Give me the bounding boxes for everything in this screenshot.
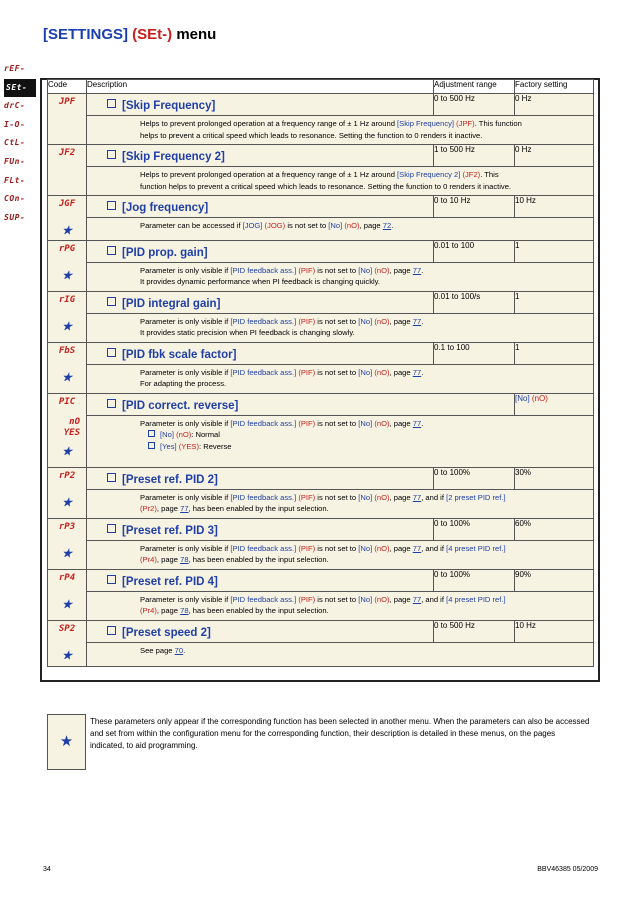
nav-item-sup[interactable]: SUP- — [4, 212, 26, 222]
star-icon: ★ — [62, 644, 72, 663]
param-name: [Skip Frequency] — [87, 94, 434, 116]
param-name: [Preset ref. PID 4] — [87, 569, 434, 591]
param-bullet-icon — [107, 150, 116, 159]
param-factory: 10 Hz — [515, 196, 594, 218]
param-name: [Preset speed 2] — [87, 620, 434, 642]
table-row-detail — [48, 540, 594, 569]
nav-item-io[interactable]: I-O- — [4, 119, 26, 129]
param-code: FbS ★ — [48, 342, 87, 393]
param-code: rP3 ★ — [48, 518, 87, 569]
star-icon: ★ — [62, 542, 72, 561]
param-bullet-icon — [107, 297, 116, 306]
table-row — [48, 291, 594, 313]
table-row-detail — [48, 262, 594, 291]
table-row — [48, 467, 594, 489]
star-icon: ★ — [62, 220, 72, 238]
table-row-detail — [48, 489, 594, 518]
header-code: Code — [48, 80, 87, 94]
checkbox-icon — [148, 430, 155, 437]
param-description: Parameter is only visible if [PID feedback ass.] (PIF) is not set to [No] (nO), page 77, and if [4 preset PID ref.] (Pr4), page 78, has been enabled by the input selection. — [87, 540, 594, 569]
table-row — [48, 240, 594, 262]
table-row-detail — [48, 364, 594, 393]
page-title: [SETTINGS] (SEt-) menu — [43, 26, 217, 43]
table-row — [48, 342, 594, 364]
checkbox-icon — [148, 442, 155, 449]
table-row-detail — [48, 218, 594, 241]
param-code: JPF — [48, 94, 87, 145]
table-row — [48, 196, 594, 218]
param-factory: 1 — [515, 291, 594, 313]
star-icon: ★ — [47, 714, 86, 770]
param-factory: 30% — [515, 467, 594, 489]
param-range: 0 to 10 Hz — [434, 196, 515, 218]
param-range: 0.01 to 100/s — [434, 291, 515, 313]
table-row — [48, 94, 594, 116]
param-bullet-icon — [107, 626, 116, 635]
star-icon: ★ — [62, 264, 72, 283]
param-code: rP4 ★ — [48, 569, 87, 620]
param-factory: 1 — [515, 342, 594, 364]
table-row — [48, 569, 594, 591]
param-description: Parameter can be accessed if [JOG] (JOG) is not set to [No] (nO), page 72. — [87, 218, 594, 241]
param-description: Parameter is only visible if [PID feedback ass.] (PIF) is not set to [No] (nO), page 77. It provides static precision when PI feedback is changing slowly. — [87, 313, 594, 342]
table-row-detail — [48, 642, 594, 667]
nav-item-set[interactable]: SEt- — [4, 79, 36, 98]
param-name: [PID correct. reverse] — [87, 393, 515, 415]
table-row-detail — [48, 415, 594, 467]
nav-item-ref[interactable]: rEF- — [4, 64, 26, 73]
param-name: [Preset ref. PID 3] — [87, 518, 434, 540]
param-bullet-icon — [107, 473, 116, 482]
param-factory: 90% — [515, 569, 594, 591]
table-row — [48, 393, 594, 415]
table-row-detail — [48, 591, 594, 620]
param-range: 1 to 500 Hz — [434, 145, 515, 167]
param-bullet-icon — [107, 201, 116, 210]
star-icon: ★ — [62, 593, 72, 612]
param-range: 0 to 100% — [434, 467, 515, 489]
nav-item-flt[interactable]: FLt- — [4, 175, 26, 185]
param-bullet-icon — [107, 246, 116, 255]
table-header-row — [48, 80, 594, 94]
table-row-detail — [48, 167, 594, 196]
param-code: PIC nO YES ★ — [48, 393, 87, 467]
param-code: JGF ★ — [48, 196, 87, 241]
star-icon: ★ — [62, 366, 72, 385]
header-factory: Factory setting — [515, 80, 594, 94]
nav-item-con[interactable]: COn- — [4, 194, 26, 204]
option-yes: [Yes] (YES): Reverse — [140, 442, 232, 451]
param-name: [PID integral gain] — [87, 291, 434, 313]
param-factory: [No] (nO) — [515, 393, 594, 415]
param-factory: 0 Hz — [515, 145, 594, 167]
param-description: Parameter is only visible if [PID feedback ass.] (PIF) is not set to [No] (nO), page 77, and if [2 preset PID ref.] (Pr2), page 77, has been enabled by the input selection. — [87, 489, 594, 518]
star-icon: ★ — [62, 315, 72, 334]
page-number: 34 — [43, 866, 51, 873]
param-range: 0 to 500 Hz — [434, 620, 515, 642]
param-code: rIG ★ — [48, 291, 87, 342]
param-range: 0 to 500 Hz — [434, 94, 515, 116]
param-description: Parameter is only visible if [PID feedback ass.] (PIF) is not set to [No] (nO), page 77. [No] (nO): Normal [Yes] (YES): Reverse — [87, 415, 594, 467]
param-description: See page 70. — [87, 642, 594, 667]
param-description: Parameter is only visible if [PID feedback ass.] (PIF) is not set to [No] (nO), page 77. It provides dynamic performance when PI feedback is changing quickly. — [87, 262, 594, 291]
param-factory: 10 Hz — [515, 620, 594, 642]
table-row-detail — [48, 313, 594, 342]
param-range: 0 to 100% — [434, 518, 515, 540]
param-bullet-icon — [107, 348, 116, 357]
parameter-table — [47, 79, 594, 667]
legend — [47, 714, 593, 770]
param-factory: 60% — [515, 518, 594, 540]
param-factory: 0 Hz — [515, 94, 594, 116]
param-name: [PID prop. gain] — [87, 240, 434, 262]
option-no: [No] (nO): Normal — [140, 430, 220, 439]
menu-sidebar — [4, 60, 40, 227]
param-description: Helps to prevent prolonged operation at a frequency range of ± 1 Hz around [Skip Frequency 2] (JF2). This function helps to prevent a critical speed which leads to resonance. Setting the function to 0 renders it inactive. — [87, 167, 594, 196]
document-reference: BBV46385 05/2009 — [537, 866, 598, 873]
param-bullet-icon — [107, 575, 116, 584]
table-row — [48, 620, 594, 642]
param-name: [Jog frequency] — [87, 196, 434, 218]
param-range: 0.1 to 100 — [434, 342, 515, 364]
param-range: 0.01 to 100 — [434, 240, 515, 262]
param-description: Parameter is only visible if [PID feedback ass.] (PIF) is not set to [No] (nO), page 77. For adapting the process. — [87, 364, 594, 393]
star-icon: ★ — [62, 440, 72, 459]
header-description: Description — [87, 80, 434, 94]
nav-item-drc[interactable]: drC- — [4, 101, 26, 111]
param-factory: 1 — [515, 240, 594, 262]
param-name: [PID fbk scale factor] — [87, 342, 434, 364]
param-description: Helps to prevent prolonged operation at a frequency range of ± 1 Hz around [Skip Frequency] (JPF). This function helps to prevent a critical speed which leads to resonance. Setting the function to 0 renders it inactive. — [87, 116, 594, 145]
param-bullet-icon — [107, 399, 116, 408]
nav-item-fun[interactable]: FUn- — [4, 156, 26, 166]
table-row — [48, 518, 594, 540]
header-range: Adjustment range — [434, 80, 515, 94]
param-code: rP2 ★ — [48, 467, 87, 518]
param-range: 0 to 100% — [434, 569, 515, 591]
nav-item-ctl[interactable]: CtL- — [4, 138, 26, 148]
param-name: [Preset ref. PID 2] — [87, 467, 434, 489]
param-bullet-icon — [107, 524, 116, 533]
param-code: SP2 ★ — [48, 620, 87, 667]
star-icon: ★ — [62, 491, 72, 510]
param-code: JF2 — [48, 145, 87, 196]
param-description: Parameter is only visible if [PID feedback ass.] (PIF) is not set to [No] (nO), page 77, and if [4 preset PID ref.] (Pr4), page 78, has been enabled by the input selection. — [87, 591, 594, 620]
table-row — [48, 145, 594, 167]
param-bullet-icon — [107, 99, 116, 108]
legend-text: These parameters only appear if the corresponding function has been selected in another menu. When the parameters can also be accessed and set from within the configuration menu for the corresponding function, their description is detailed in these menus, on the pages indicated, to aid programming. — [90, 717, 590, 750]
table-row-detail — [48, 116, 594, 145]
param-code: rPG ★ — [48, 240, 87, 291]
param-name: [Skip Frequency 2] — [87, 145, 434, 167]
